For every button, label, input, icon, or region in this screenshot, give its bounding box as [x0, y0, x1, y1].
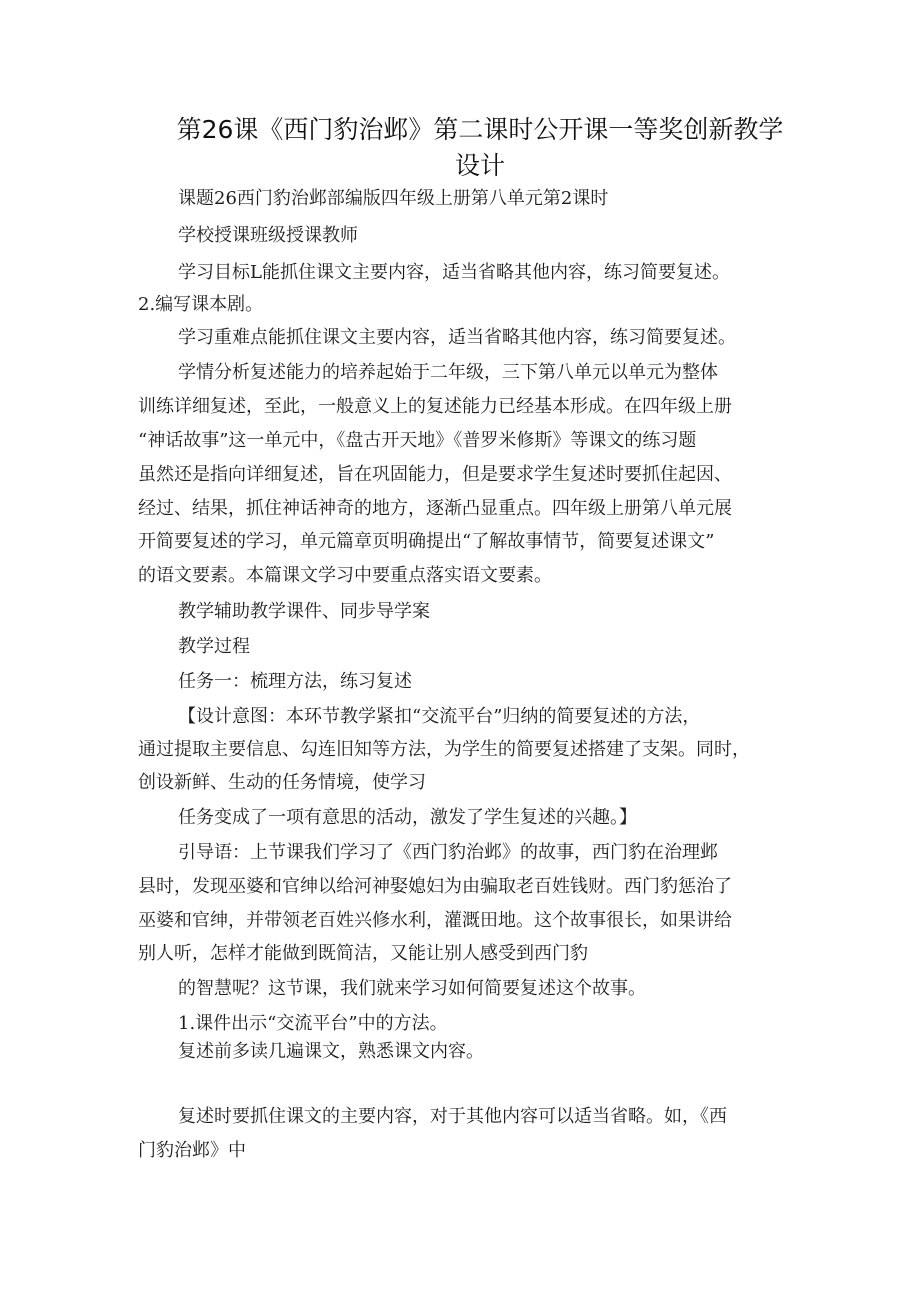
lesson-topic-line: 课题26西门豹治邺部编版四年级上册第八单元第2课时	[178, 188, 609, 209]
learning-goal-line: 学习目标L能抓住课文主要内容，适当省略其他内容，练习简要复述。	[178, 262, 730, 283]
teaching-process-heading: 教学过程	[178, 636, 250, 657]
title-line-1: 第26课《西门豹治邺》第二课时公开课一等奖创新教学	[176, 115, 784, 144]
teaching-aids-line: 教学辅助教学课件、同步导学案	[178, 601, 430, 622]
intro-speech-line: 巫婆和官绅，并带领老百姓兴修水利，灌溉田地。这个故事很长，如果讲给	[138, 910, 732, 931]
title-line-2: 设计	[454, 151, 505, 180]
method-line: 复述前多读几遍课文，熟悉课文内容。	[178, 1041, 484, 1062]
intro-speech-line: 的智慧呢？这节课，我们就来学习如何简要复述这个故事。	[178, 978, 646, 999]
analysis-paragraph-line: 的语文要素。本篇课文学习中要重点落实语文要素。	[138, 565, 552, 586]
design-intent-line: 【设计意图：本环节教学紧扣“交流平台”归纳的简要复述的方法，	[178, 706, 701, 727]
design-intent-line: 任务变成了一项有意思的活动，激发了学生复述的兴趣。】	[178, 807, 637, 828]
analysis-paragraph-line: “神话故事”这一单元中，《盘古开天地》《普罗米修斯》等课文的练习题	[138, 430, 697, 451]
task-one-heading: 任务一：梳理方法，练习复述	[178, 671, 412, 692]
analysis-paragraph-line: 虽然还是指向详细复述，旨在巩固能力，但是要求学生复述时要抓住起因、	[138, 464, 732, 485]
method-line: 门豹治邺》中	[138, 1140, 246, 1161]
method-line: 复述时要抓住课文的主要内容，对于其他内容可以适当省略。如，《西	[178, 1106, 727, 1127]
school-class-teacher-line: 学校授课班级授课教师	[178, 225, 358, 246]
key-difficulty-line: 学习重难点能抓住课文主要内容，适当省略其他内容，练习简要复述。	[178, 327, 736, 348]
analysis-paragraph-line: 经过、结果，抓住神话神奇的地方，逐渐凸显重点。四年级上册第八单元展	[138, 498, 732, 519]
intro-speech-line: 别人听，怎样才能做到既简洁，又能让别人感受到西门豹	[138, 943, 588, 964]
design-intent-line: 创设新鲜、生动的任务情境，使学习	[138, 772, 426, 793]
intro-speech-line: 引导语：上节课我们学习了《西门豹治邺》的故事，西门豹在治理邺	[178, 842, 718, 863]
design-intent-line: 通过提取主要信息、勾连旧知等方法，为学生的简要复述搭建了支架。同时，	[138, 739, 750, 760]
document-title	[150, 112, 810, 184]
learning-goal-item-2: 2.编写课本剧。	[138, 294, 264, 315]
analysis-paragraph-line: 训练详细复述，至此，一般意义上的复述能力已经基本形成。在四年级上册	[138, 396, 732, 417]
courseware-step-line: 1.课件出示“交流平台”中的方法。	[178, 1013, 448, 1034]
analysis-paragraph-line: 学情分析复述能力的培养起始于二年级，三下第八单元以单元为整体	[178, 362, 718, 383]
intro-speech-line: 县时，发现巫婆和官绅以给河神娶媳妇为由骗取老百姓钱财。西门豹惩治了	[138, 876, 732, 897]
analysis-paragraph-line: 开简要复述的学习，单元篇章页明确提出“了解故事情节，简要复述课文”	[138, 531, 715, 552]
